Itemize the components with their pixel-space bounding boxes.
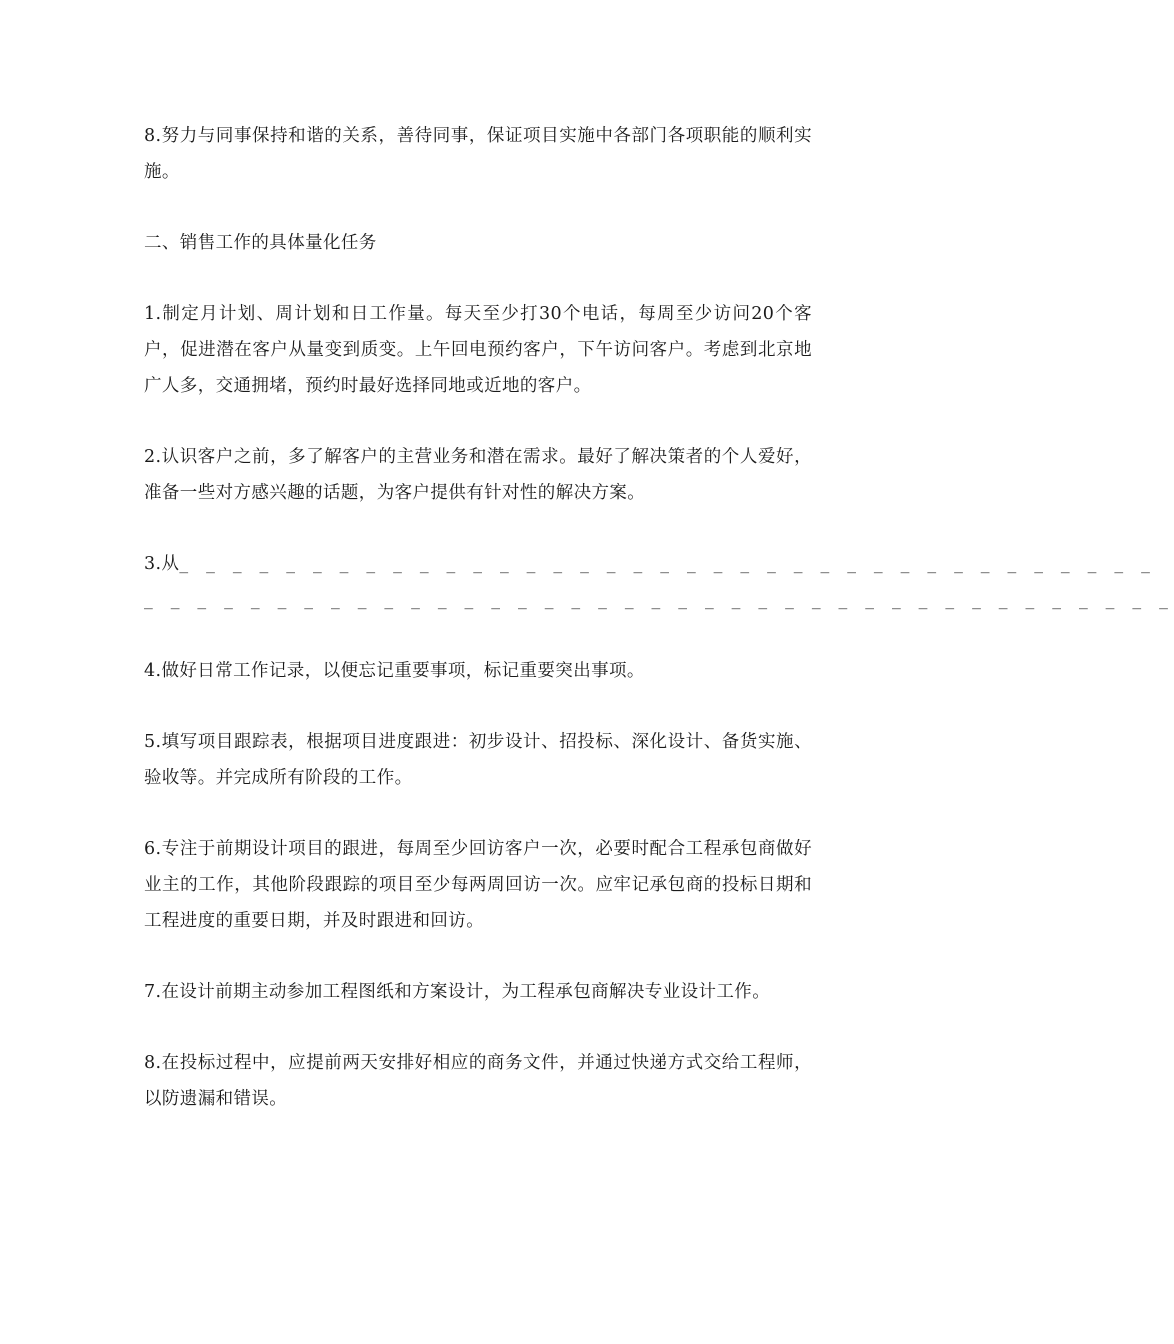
- paragraph-item-7-design: 7.在设计前期主动参加工程图纸和方案设计，为工程承包商解决专业设计工作。: [144, 982, 771, 1002]
- fill-in-line-1: [144, 546, 1157, 582]
- paragraph-item-2-customers: 2.认识客户之前，多了解客户的主营业务和潜在需求。最好了解决策者的个人爱好，准备一些对方感兴趣的话题，为客户提供有针对性的解决方案。: [144, 447, 812, 503]
- paragraph-item-5-tracking: 5.填写项目跟踪表，根据项目进度跟进：初步设计、招投标、深化设计、备货实施、验收等。并完成所有阶段的工作。: [144, 732, 812, 788]
- document-body: [144, 118, 1174, 1152]
- paragraph-item-8-relations: 8.努力与同事保持和谐的关系，善待同事，保证项目实施中各部门各项职能的顺利实施。: [144, 126, 812, 182]
- fill-in-line-2: [144, 582, 1174, 618]
- paragraph-item-8-bidding: 8.在投标过程中，应提前两天安排好相应的商务文件，并通过快递方式交给工程师，以防遗漏和错误。: [144, 1053, 812, 1109]
- fill-in-blank-2: _ _ _ _ _ _ _ _ _ _ _ _ _ _ _ _ _ _ _ _ _ _ _ _ _ _ _ _ _ _ _ _ _ _ _ _ _ _ _: [144, 590, 1174, 610]
- fill-in-blank-1: _ _ _ _ _ _ _ _ _ _ _ _ _ _ _ _ _ _ _ _ _ _ _ _ _ _ _ _ _ _ _ _ _ _ _ _ _: [179, 554, 1157, 574]
- fill-in-item-3: [144, 546, 1174, 618]
- fill-in-prefix: 3.从: [144, 554, 180, 574]
- paragraph-item-4-records: 4.做好日常工作记录，以便忘记重要事项，标记重要突出事项。: [144, 661, 645, 681]
- section-heading-sales-tasks: 二、销售工作的具体量化任务: [144, 233, 377, 253]
- paragraph-item-6-followup: 6.专注于前期设计项目的跟进，每周至少回访客户一次，必要时配合工程承包商做好业主的工作，其他阶段跟踪的项目至少每两周回访一次。应牢记承包商的投标日期和工程进度的重要日期，并及时跟进和回访。: [144, 839, 812, 931]
- paragraph-item-1-plans: 1.制定月计划、周计划和日工作量。每天至少打30个电话，每周至少访问20个客户，促进潜在客户从量变到质变。上午回电预约客户，下午访问客户。考虑到北京地广人多，交通拥堵，预约时最好选择同地或近地的客户。: [144, 304, 812, 396]
